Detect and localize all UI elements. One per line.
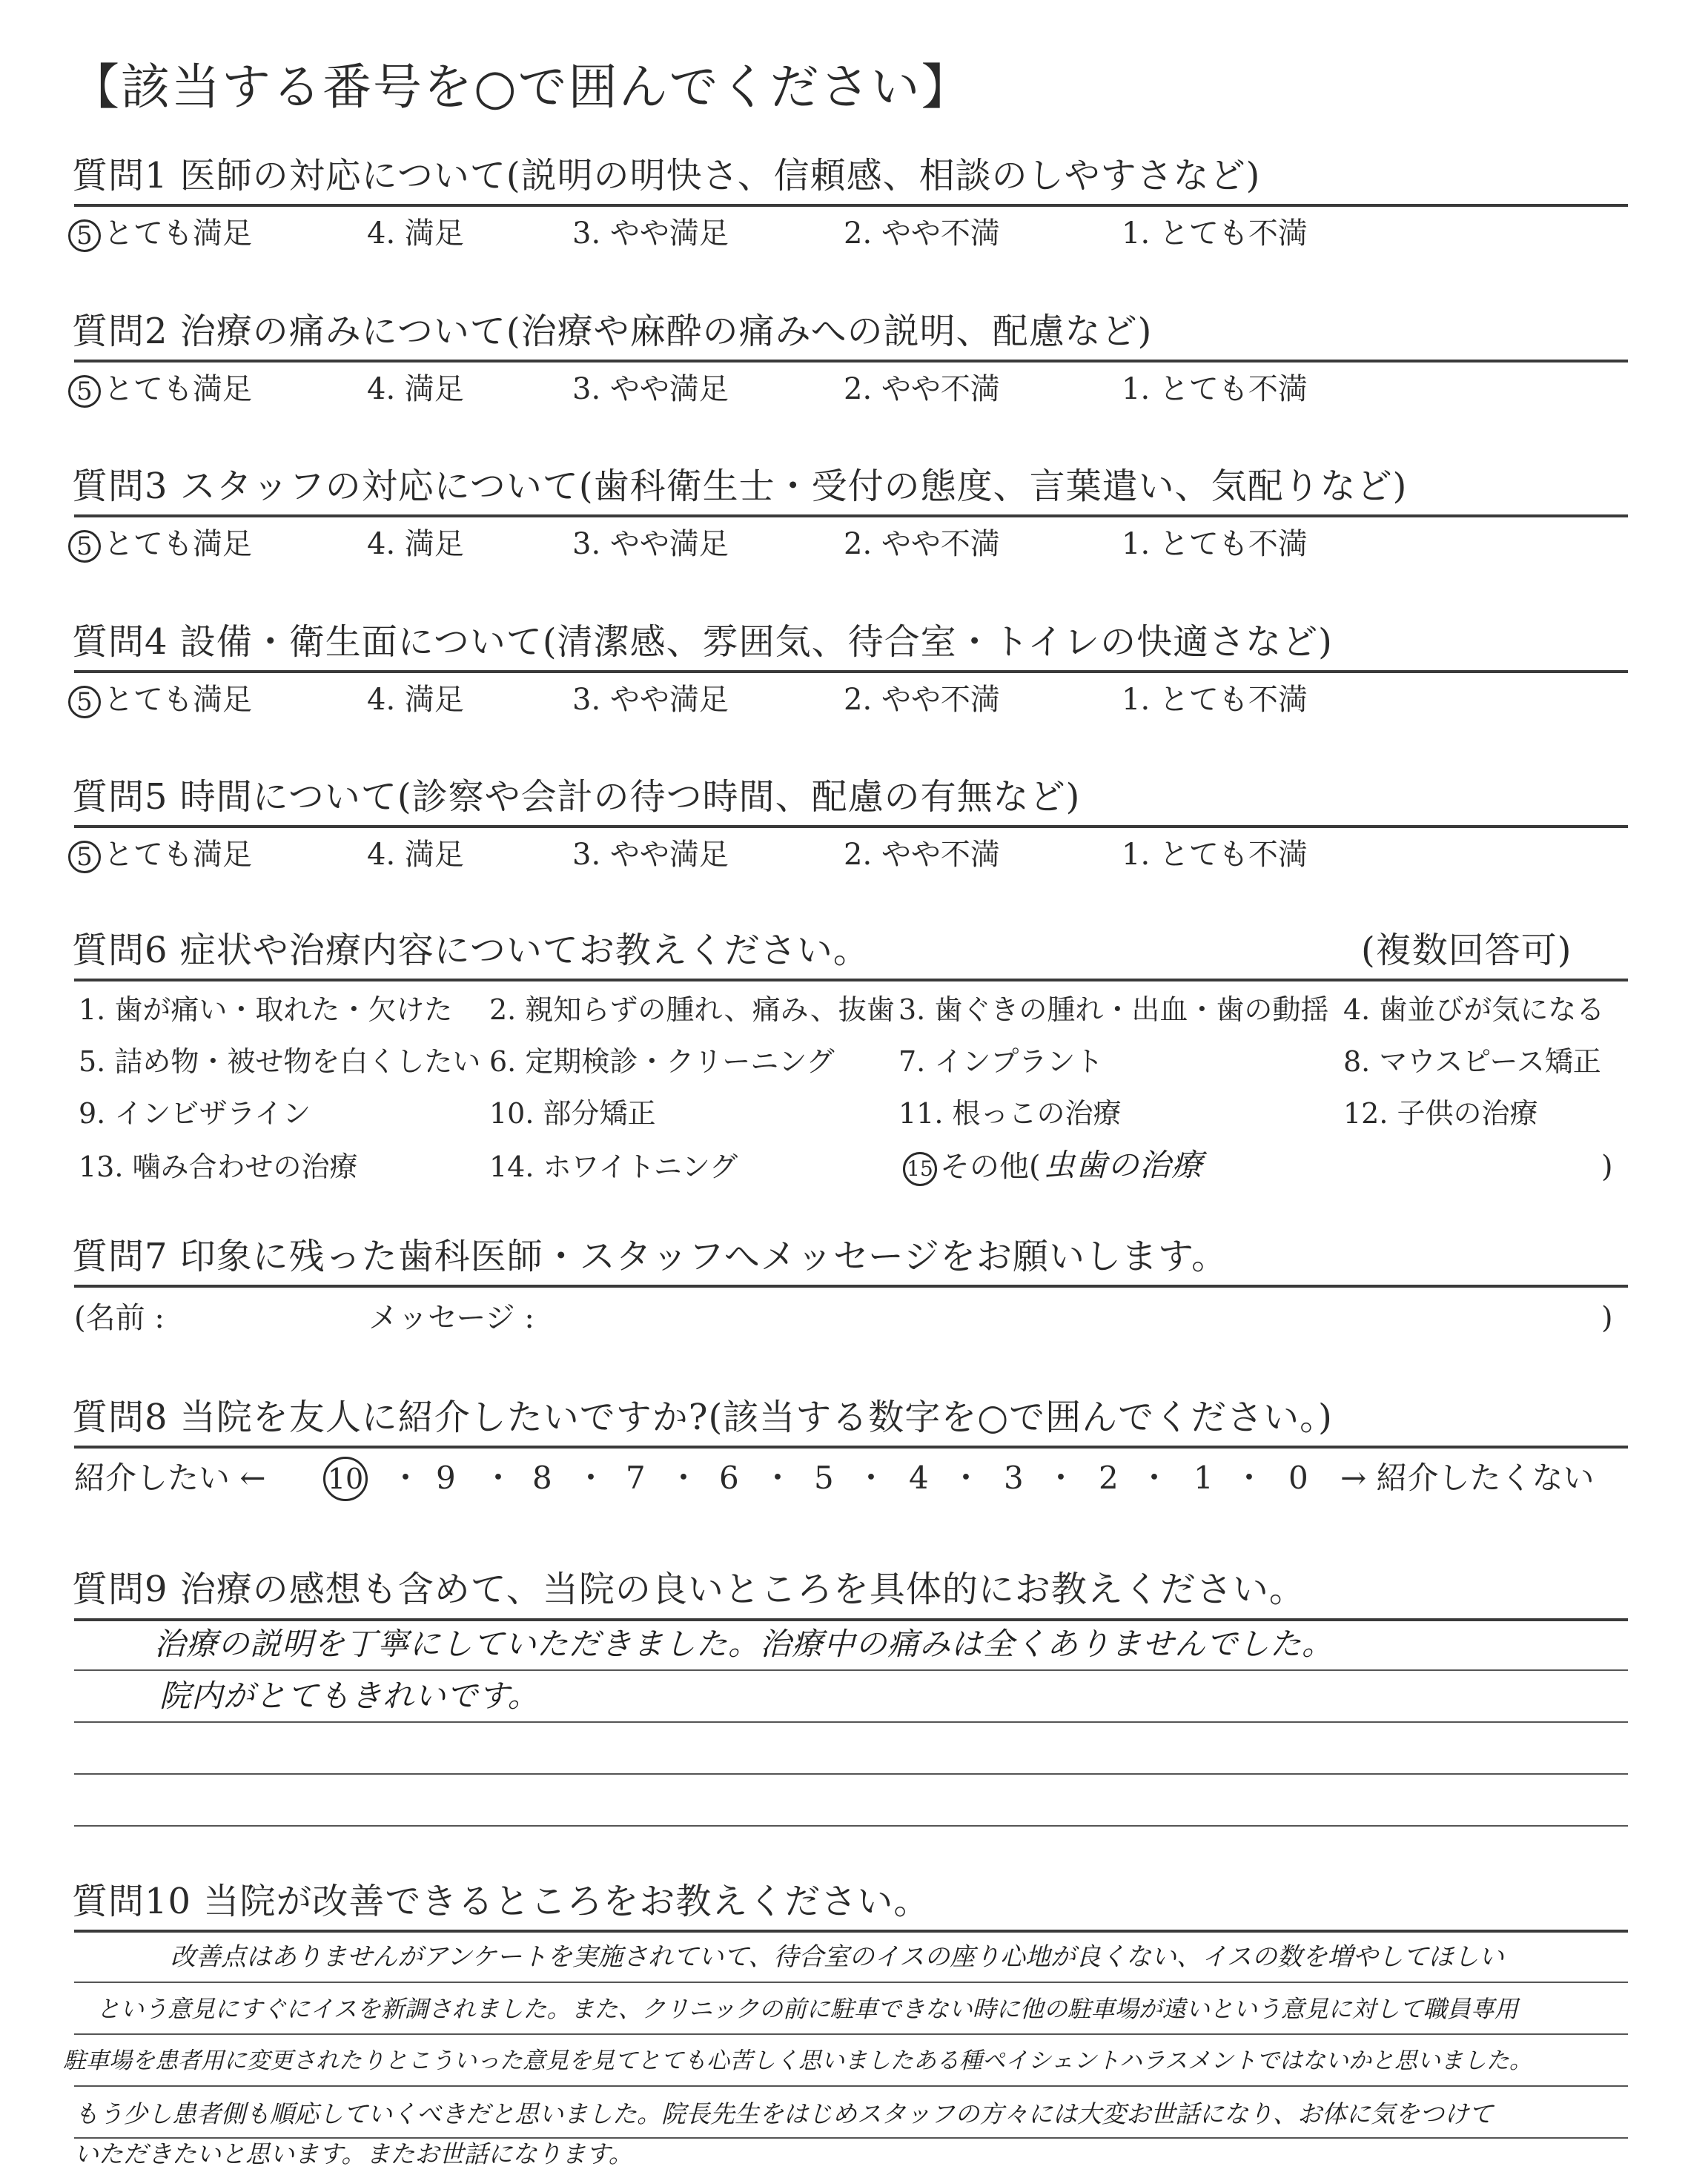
q7-message-label: メッセージ :: [368, 1301, 534, 1335]
form-title: 【該当する番号を○で囲んでください】: [70, 59, 972, 116]
q4-rule: [74, 670, 1628, 673]
q1-option-4[interactable]: [367, 214, 464, 253]
q1-rule: [74, 204, 1628, 207]
q1-option-2[interactable]: [844, 214, 1000, 253]
q9-line: [74, 1669, 1628, 1671]
q6-option[interactable]: 2. 親知らずの腫れ、痛み、抜歯: [489, 993, 895, 1026]
q6-other-option[interactable]: [903, 1148, 1041, 1186]
option-label: 4. 満足: [367, 372, 464, 406]
q6-other-label: その他(: [940, 1150, 1041, 1184]
scale-separator: ・: [483, 1460, 514, 1496]
q6-option[interactable]: 3. 歯ぐきの腫れ・出血・歯の動揺: [898, 993, 1329, 1026]
q10-answer-line[interactable]: いただきたいと思います。またお世話になります。: [74, 2139, 633, 2168]
q7-rule: [74, 1285, 1628, 1288]
q7-title: 質問7 印象に残った歯科医師・スタッフへメッセージをお願いします。: [72, 1236, 1228, 1277]
q1-option-3[interactable]: [572, 214, 729, 253]
q4-option-5[interactable]: [68, 681, 252, 719]
option-label: 3. やや満足: [572, 838, 729, 872]
q6-option[interactable]: 13. 噛み合わせの治療: [79, 1151, 358, 1183]
q6-note: (複数回答可): [1361, 930, 1572, 971]
q8-option-3[interactable]: 3: [1004, 1460, 1024, 1496]
selected-circle: 5: [68, 530, 101, 563]
q4-option-3[interactable]: [572, 681, 729, 719]
scale-separator: ・: [855, 1460, 887, 1496]
q4-option-1[interactable]: [1122, 681, 1308, 719]
q6-option[interactable]: 11. 根っこの治療: [898, 1097, 1122, 1130]
scale-separator: ・: [950, 1460, 982, 1496]
q8-option-7[interactable]: 7: [626, 1460, 646, 1496]
q8-option-0[interactable]: 0: [1288, 1460, 1308, 1496]
q3-option-4[interactable]: [367, 525, 464, 563]
option-label: 4. 満足: [367, 683, 464, 717]
q9-line: [74, 1773, 1628, 1775]
q6-other-close: ): [1601, 1150, 1613, 1184]
selected-circle: 5: [68, 686, 101, 718]
q2-option-1[interactable]: [1122, 370, 1308, 408]
q6-option[interactable]: 14. ホワイトニング: [489, 1151, 738, 1183]
q5-option-4[interactable]: [367, 835, 464, 874]
q8-title: 質問8 当院を友人に紹介したいですか?(該当する数字を○で囲んでください。): [72, 1397, 1333, 1438]
q6-option[interactable]: 5. 詰め物・被せ物を白くしたい: [79, 1045, 481, 1078]
q3-option-3[interactable]: [572, 525, 729, 563]
option-label: とても満足: [104, 838, 252, 872]
q6-option[interactable]: 4. 歯並びが気になる: [1343, 993, 1605, 1026]
q3-option-5[interactable]: [68, 525, 252, 563]
q6-rule: [74, 979, 1628, 981]
option-label: とても満足: [104, 527, 252, 561]
q4-option-2[interactable]: [844, 681, 1000, 719]
q1-option-5[interactable]: [68, 214, 252, 253]
q8-selected-option[interactable]: [323, 1454, 368, 1501]
q2-option-2[interactable]: [844, 370, 1000, 408]
q10-answer-line[interactable]: 駐車場を患者用に変更されたりとこういった意見を見てとても心苦しく思いましたある種ペイシェントハラスメントではないかと思いました。: [63, 2047, 1532, 2074]
option-label: 2. やや不満: [844, 838, 1000, 872]
option-label: 4. 満足: [367, 527, 464, 561]
q5-title: 質問5 時間について(診察や会計の待つ時間、配慮の有無など): [72, 776, 1081, 818]
q8-option-1[interactable]: 1: [1194, 1460, 1214, 1496]
option-label: 3. やや満足: [572, 683, 729, 717]
q6-option[interactable]: 1. 歯が痛い・取れた・欠けた: [79, 993, 453, 1026]
option-label: 2. やや不満: [844, 372, 1000, 406]
selected-circle: 10: [323, 1457, 368, 1501]
q8-option-4[interactable]: 4: [909, 1460, 929, 1496]
q1-option-1[interactable]: [1122, 214, 1308, 253]
option-label: 2. やや不満: [844, 216, 1000, 251]
q8-option-5[interactable]: 5: [814, 1460, 834, 1496]
selected-circle: 5: [68, 219, 101, 252]
q6-other-answer[interactable]: 虫歯の治療: [1044, 1147, 1204, 1183]
q10-rule: [74, 1930, 1628, 1933]
selected-circle: 15: [903, 1152, 937, 1186]
option-label: 1. とても不満: [1122, 683, 1308, 717]
q10-answer-line[interactable]: 改善点はありませんがアンケートを実施されていて、待合室のイスの座り心地が良くない、イスの数を増やしてほしい: [171, 1942, 1504, 1972]
scale-separator: ・: [668, 1460, 700, 1496]
q2-option-4[interactable]: [367, 370, 464, 408]
option-label: とても満足: [104, 372, 252, 406]
q10-answer-line[interactable]: もう少し患者側も順応していくべきだと思いました。院長先生をはじめスタッフの方々には大変お世話になり、お体に気をつけて: [74, 2099, 1493, 2128]
q5-option-3[interactable]: [572, 835, 729, 874]
scale-separator: ・: [762, 1460, 794, 1496]
option-label: 4. 満足: [367, 216, 464, 251]
q5-option-2[interactable]: [844, 835, 1000, 874]
q10-line: [74, 2085, 1628, 2087]
q9-answer-line[interactable]: 院内がとてもきれいです。: [159, 1678, 540, 1714]
q7-close: ): [1601, 1301, 1613, 1335]
option-label: 1. とても不満: [1122, 838, 1308, 872]
q3-option-2[interactable]: [844, 525, 1000, 563]
q6-option[interactable]: 9. インビザライン: [79, 1097, 311, 1130]
scale-separator: ・: [1139, 1460, 1171, 1496]
q10-answer-line[interactable]: という意見にすぐにイスを新調されました。また、クリニックの前に駐車できない時に他の駐車場が遠いという意見に対して職員専用: [96, 1995, 1518, 2023]
scale-separator: ・: [390, 1460, 422, 1496]
q9-line: [74, 1825, 1628, 1827]
q6-option[interactable]: 12. 子供の治療: [1343, 1097, 1538, 1130]
scale-separator: ・: [1234, 1460, 1265, 1496]
option-label: 1. とても不満: [1122, 216, 1308, 251]
q5-option-1[interactable]: [1122, 835, 1308, 874]
option-label: 2. やや不満: [844, 527, 1000, 561]
q2-option-5[interactable]: [68, 370, 252, 408]
scale-separator: ・: [1045, 1460, 1077, 1496]
q2-rule: [74, 360, 1628, 362]
q6-title: 質問6 症状や治療内容についてお教えください。: [72, 930, 870, 971]
q9-title: 質問9 治療の感想も含めて、当院の良いところを具体的にお教えください。: [72, 1569, 1305, 1610]
option-label: 2. やや不満: [844, 683, 1000, 717]
q4-option-4[interactable]: [367, 681, 464, 719]
q3-option-1[interactable]: [1122, 525, 1308, 563]
q6-option[interactable]: 8. マウスピース矯正: [1343, 1045, 1601, 1078]
option-label: 3. やや満足: [572, 372, 729, 406]
q9-rule: [74, 1618, 1628, 1621]
q6-option[interactable]: 10. 部分矯正: [489, 1097, 656, 1130]
q8-rule: [74, 1446, 1628, 1449]
q8-option-9[interactable]: 9: [436, 1460, 456, 1496]
q5-option-5[interactable]: [68, 835, 252, 874]
q7-name-label: (名前 :: [74, 1301, 165, 1335]
selected-circle: 5: [68, 375, 101, 408]
q8-option-2[interactable]: 2: [1099, 1460, 1119, 1496]
selected-circle: 5: [68, 841, 101, 873]
q2-title: 質問2 治療の痛みについて(治療や麻酔の痛みへの説明、配慮など): [72, 311, 1153, 352]
q3-title: 質問3 スタッフの対応について(歯科衛生士・受付の態度、言葉遣い、気配りなど): [72, 466, 1408, 507]
q9-answer-line[interactable]: 治療の説明を丁寧にしていただきました。治療中の痛みは全くありませんでした。: [154, 1626, 1334, 1662]
q6-option[interactable]: 7. インプラント: [898, 1045, 1104, 1078]
option-label: 1. とても不満: [1122, 372, 1308, 406]
option-label: 3. やや満足: [572, 216, 729, 251]
option-label: 3. やや満足: [572, 527, 729, 561]
scale-separator: ・: [575, 1460, 607, 1496]
q2-option-3[interactable]: [572, 370, 729, 408]
q6-option[interactable]: 6. 定期検診・クリーニング: [489, 1045, 835, 1078]
q10-title: 質問10 当院が改善できるところをお教えください。: [72, 1881, 930, 1922]
q10-line: [74, 2033, 1628, 2035]
option-label: とても満足: [104, 216, 252, 251]
q8-left-label: 紹介したい ←: [74, 1460, 266, 1496]
q1-title: 質問1 医師の対応について(説明の明快さ、信頼感、相談のしやすさなど): [72, 155, 1261, 196]
q8-option-6[interactable]: 6: [719, 1460, 739, 1496]
option-label: とても満足: [104, 683, 252, 717]
q5-rule: [74, 825, 1628, 828]
option-label: 1. とても不満: [1122, 527, 1308, 561]
q9-line: [74, 1721, 1628, 1723]
q4-title: 質問4 設備・衛生面について(清潔感、雰囲気、待合室・トイレの快適さなど): [72, 621, 1333, 663]
option-label: 4. 満足: [367, 838, 464, 872]
q8-right-label: → 紹介したくない: [1340, 1460, 1595, 1496]
q3-rule: [74, 514, 1628, 517]
q8-option-8[interactable]: 8: [532, 1460, 552, 1496]
q10-line: [74, 1982, 1628, 1983]
